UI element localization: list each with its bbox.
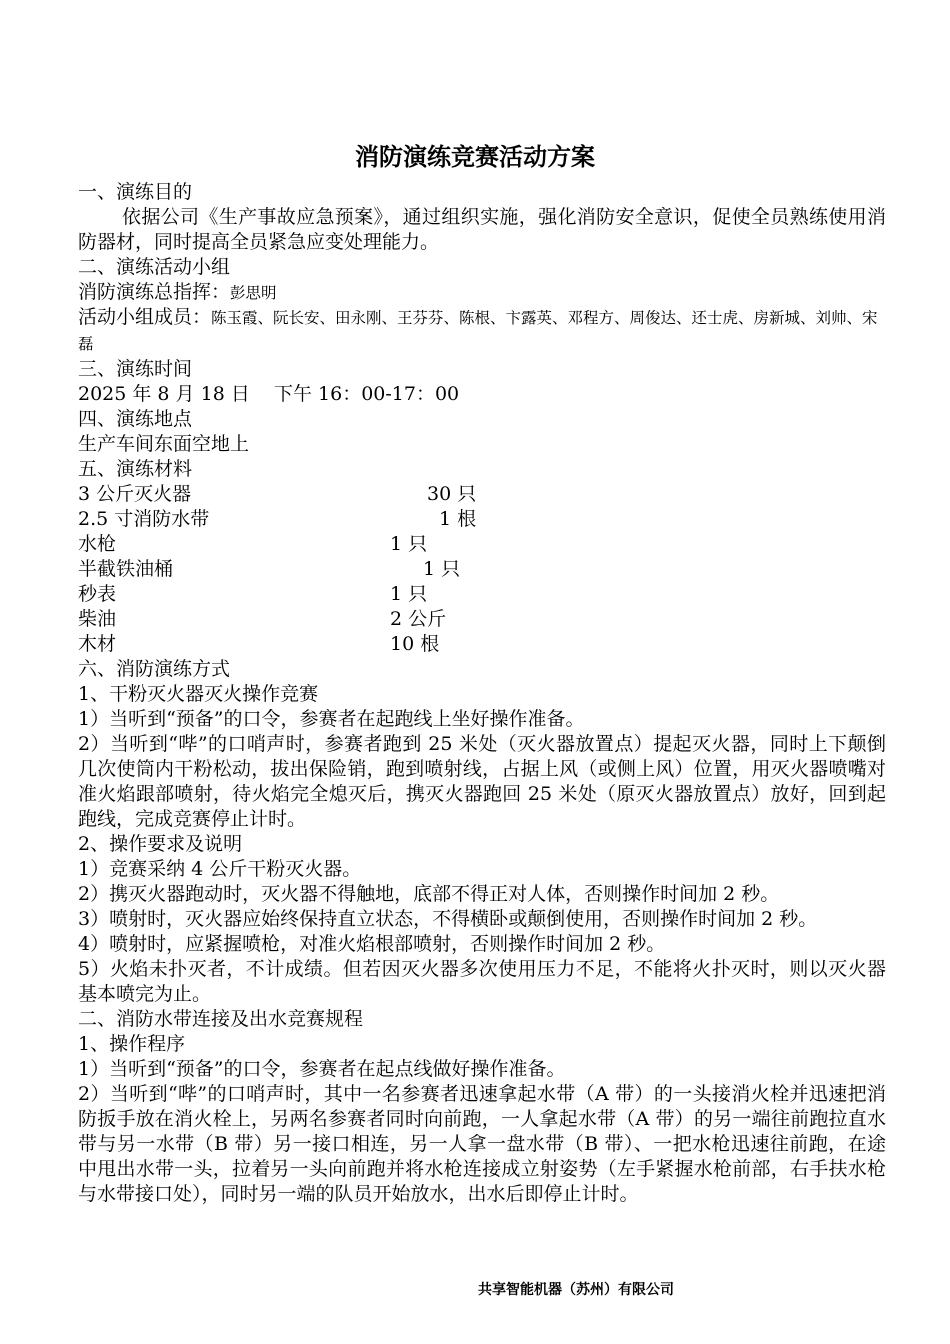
material-name: 半截铁油桶 xyxy=(78,558,174,580)
material-qty: 10 根 xyxy=(390,633,440,655)
subsection-heading: 1、操作程序 xyxy=(78,1033,186,1055)
material-row xyxy=(78,607,886,632)
material-row xyxy=(78,482,886,507)
section-heading: 一、演练目的 xyxy=(78,181,193,203)
drill-location: 生产车间东面空地上 xyxy=(78,433,250,455)
document-title: 消防演练竞赛活动方案 xyxy=(355,143,595,171)
material-qty: 1 只 xyxy=(423,558,461,580)
list-item: 3）喷射时，灭火器应始终保持直立状态，不得横卧或颠倒使用，否则操作时间加 2 秒。 xyxy=(78,908,818,930)
members-label: 活动小组成员： xyxy=(78,306,212,328)
members-names: 陈玉霞、阮长安、田永刚、王芬芬、陈根、卞露英、邓程方、周俊达、还士虎、房新城、刘帅、宋磊 xyxy=(78,309,878,353)
list-item: 4）喷射时，应紧握喷枪，对准火焰根部喷射，否则操作时间加 2 秒。 xyxy=(78,933,666,955)
list-item: 1）当听到“预备”的口令，参赛者在起跑线上坐好操作准备。 xyxy=(78,708,585,730)
paragraph: 依据公司《生产事故应急预案》，通过组织实施，强化消防安全意识，促使全员熟练使用消防器材，同时提高全员紧急应变处理能力。 xyxy=(78,206,886,253)
material-row xyxy=(78,632,886,657)
list-item: 5）火焰未扑灭者，不计成绩。但若因灭火器多次使用压力不足，不能将火扑灭时，则以灭火器基本喷完为止。 xyxy=(78,958,886,1005)
material-row xyxy=(78,532,886,557)
material-row xyxy=(78,557,886,582)
section-heading: 四、演练地点 xyxy=(78,408,193,430)
material-name: 木材 xyxy=(78,633,117,655)
section-heading: 六、消防演练方式 xyxy=(78,658,231,680)
list-item: 2）当听到“哔”的口哨声时，参赛者跑到 25 米处（灭火器放置点）提起灭火器，同时上下颠倒几次使筒内干粉松动，拔出保险销，跑到喷射线，占据上风（或侧上风）位置，用灭火器喷嘴对准火焰跟部喷射，待火焰完全熄灭后，携灭火器跑回 25 米处（原灭火器放置点）放好，回到起跑线，完成竞赛停止计时。 xyxy=(78,733,886,830)
material-row xyxy=(78,507,886,532)
document-body xyxy=(78,180,886,1207)
material-qty: 30 只 xyxy=(427,483,477,505)
material-row xyxy=(78,582,886,607)
list-item: 1）当听到“预备”的口令，参赛者在起点线做好操作准备。 xyxy=(78,1058,566,1080)
company-footer: 共享智能机器（苏州）有限公司 xyxy=(478,1282,674,1298)
material-qty: 1 只 xyxy=(390,533,428,555)
commander-line xyxy=(78,280,886,305)
list-item: 2）当听到“哔”的口哨声时，其中一名参赛者迅速拿起水带（A 带）的一头接消火栓并迅速把消防扳手放在消火栓上，另两名参赛者同时向前跑，一人拿起水带（A 带）的另一端往前跑拉直水带与另一水带（B 带）另一接口相连，另一人拿一盘水带（B 带）、一把水枪迅速往前跑，在途中甩出水带一头，拉着另一头向前跑并将水枪连接成立射姿势（左手紧握水枪前部，右手扶水枪与水带接口处），同时另一端的队员开始放水，出水后即停止计时。 xyxy=(78,1083,886,1205)
material-qty: 1 只 xyxy=(390,583,428,605)
material-qty: 2 公斤 xyxy=(390,608,447,630)
material-name: 2.5 寸消防水带 xyxy=(78,508,210,530)
material-name: 柴油 xyxy=(78,608,117,630)
material-name: 秒表 xyxy=(78,583,117,605)
list-item: 2）携灭火器跑动时，灭火器不得触地，底部不得正对人体，否则操作时间加 2 秒。 xyxy=(78,883,780,905)
material-name: 3 公斤灭火器 xyxy=(78,483,192,505)
members-line xyxy=(78,305,886,357)
section-heading: 三、演练时间 xyxy=(78,358,193,380)
list-item: 1）竞赛采纳 4 公斤干粉灭火器。 xyxy=(78,858,362,880)
material-name: 水枪 xyxy=(78,533,117,555)
subsection-heading: 1、干粉灭火器灭火操作竞赛 xyxy=(78,683,319,705)
subsection-heading: 2、操作要求及说明 xyxy=(78,833,243,855)
material-qty: 1 根 xyxy=(439,508,477,530)
section-heading: 二、演练活动小组 xyxy=(78,256,231,278)
commander-label: 消防演练总指挥： xyxy=(78,281,231,303)
commander-name: 彭思明 xyxy=(230,284,277,302)
section-heading: 五、演练材料 xyxy=(78,458,193,480)
section-heading: 二、消防水带连接及出水竞赛规程 xyxy=(78,1008,364,1030)
drill-time: 2025 年 8 月 18 日 下午 16：00-17：00 xyxy=(78,383,460,405)
